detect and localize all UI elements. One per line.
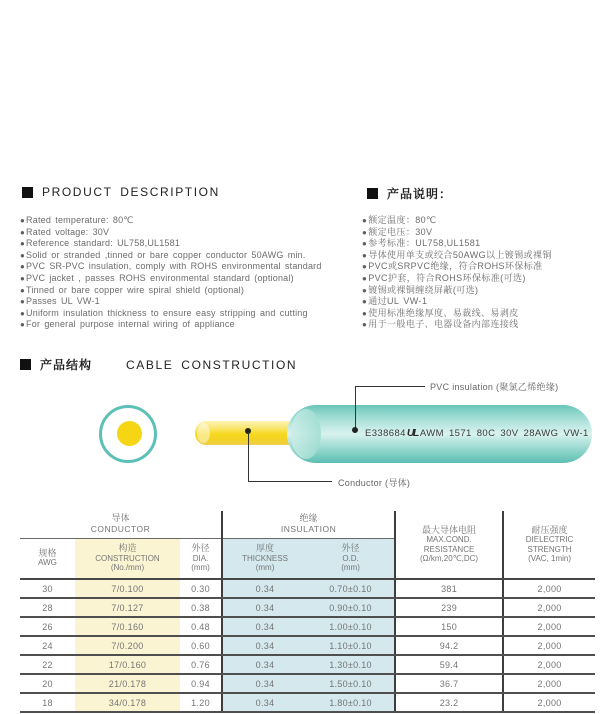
awg-cell: 18 (20, 693, 75, 712)
awg-header-en: AWG (38, 558, 57, 568)
dielectric-header-en1: DIELECTRIC (525, 535, 574, 544)
table-row (20, 579, 595, 598)
construction-cell: 21/0.178 (75, 674, 180, 693)
awg-cell: 20 (20, 674, 75, 693)
notes-item: ● 用于一般电子、电器设备内部连接线 (362, 319, 600, 331)
notes-item: ● 额定温度：80℃ (362, 215, 600, 227)
thickness-cell: 0.34 (222, 674, 307, 693)
description-item: ● Rated voltage: 30V (20, 227, 368, 239)
resistance-cell: 239 (395, 598, 503, 617)
od-cell: 1.10±0.10 (307, 636, 395, 655)
ul-file-number: E338684 (365, 428, 406, 439)
thickness-header-en: THICKNESS (242, 553, 288, 563)
ul-logo-icon: UL (406, 427, 418, 439)
awg-column-header (20, 538, 75, 579)
conductor-leader-hline (248, 481, 332, 482)
construction-column-header (75, 538, 180, 579)
awg-cell: 22 (20, 655, 75, 674)
black-square-icon (22, 187, 33, 198)
resistance-header-en2: RESISTANCE (423, 544, 475, 554)
od-cell: 1.00±0.10 (307, 617, 395, 636)
cable-print-text (365, 427, 589, 439)
table-row (20, 693, 595, 712)
construction-cell: 7/0.160 (75, 617, 180, 636)
dia-header-en: DIA. (192, 553, 209, 563)
construction-title-en: CABLE CONSTRUCTION (126, 357, 298, 372)
conductor-group-en: CONDUCTOR (90, 524, 151, 535)
dielectric-cell: 2,000 (503, 636, 595, 655)
resistance-cell: 36.7 (395, 674, 503, 693)
construction-cell: 7/0.200 (75, 636, 180, 655)
product-notes-title: 产品说明： (387, 187, 453, 201)
awg-cell: 30 (20, 579, 75, 598)
dia-cell: 1.20 (180, 693, 222, 712)
notes-item: ● 通过UL VW-1 (362, 296, 600, 308)
table-row (20, 674, 595, 693)
od-header-en: O.D. (342, 553, 359, 563)
description-item: ● Uniform insulation thickness to ensure easy stripping and cutting (20, 308, 368, 320)
awg-cell: 26 (20, 617, 75, 636)
description-item: ● Solid or stranded ,tinned or bare copper conductor 50AWG min. (20, 250, 368, 262)
dielectric-header-unit: (VAC, 1min) (528, 554, 572, 563)
cable-rating-text: AWM 1571 80C 30V 28AWG VW-1 (419, 428, 589, 439)
description-item: ● PVC SR-PVC insulation, comply with ROHS environmental standard (20, 261, 368, 273)
notes-item: ● 额定电压：30V (362, 227, 600, 239)
insulation-end-cap (291, 409, 321, 459)
dia-column-header (180, 538, 222, 579)
dielectric-cell: 2,000 (503, 655, 595, 674)
dia-cell: 0.48 (180, 617, 222, 636)
insulation-leader-hline (355, 386, 425, 387)
insulation-group-zh: 绝缘 (299, 513, 318, 524)
description-item: ● Passes UL VW-1 (20, 296, 368, 308)
dielectric-cell: 2,000 (503, 674, 595, 693)
pvc-insulation-label: PVC insulation (聚氯乙烯绝缘) (430, 382, 559, 392)
construction-cell: 7/0.127 (75, 598, 180, 617)
od-cell: 1.80±0.10 (307, 693, 395, 712)
notes-item: ● 镀锡或裸铜缠绕屏蔽(可选) (362, 285, 600, 297)
awg-header-zh: 规格 (38, 547, 57, 558)
notes-item: ● PVC或SRPVC绝缘，符合ROHS环保标准 (362, 261, 600, 273)
description-item: ● Rated temperature: 80℃ (20, 215, 368, 227)
construction-cell: 7/0.100 (75, 579, 180, 598)
thickness-column-header (222, 538, 307, 579)
product-notes-list (362, 215, 600, 331)
od-cell: 0.90±0.10 (307, 598, 395, 617)
dia-cell: 0.60 (180, 636, 222, 655)
resistance-cell: 94.2 (395, 636, 503, 655)
construction-header-en: CONSTRUCTION (95, 553, 160, 563)
construction-cell: 17/0.160 (75, 655, 180, 674)
dia-header-zh: 外径 (191, 543, 210, 553)
description-item: ● Tinned or bare copper wire spiral shield (optional) (20, 285, 368, 297)
conductor-group-zh: 导体 (111, 513, 130, 524)
dia-header-unit: (mm) (191, 563, 210, 572)
conductor-label: Conductor (导体) (338, 478, 411, 488)
thickness-cell: 0.34 (222, 579, 307, 598)
resistance-column-header (395, 511, 503, 579)
resistance-header-zh: 最大导体电阻 (422, 524, 477, 535)
resistance-cell: 59.4 (395, 655, 503, 674)
product-description-list (20, 215, 368, 331)
awg-cell: 28 (20, 598, 75, 617)
construction-title-zh: 产品结构 (40, 358, 93, 372)
cable-construction-heading (20, 356, 297, 373)
construction-header-zh: 构造 (118, 543, 137, 553)
cross-section-conductor-core (117, 421, 142, 446)
resistance-cell: 150 (395, 617, 503, 636)
black-square-icon (367, 188, 378, 199)
dia-cell: 0.38 (180, 598, 222, 617)
dia-cell: 0.94 (180, 674, 222, 693)
specification-table (20, 511, 595, 713)
conductor-group-header (20, 511, 222, 538)
dielectric-cell: 2,000 (503, 579, 595, 598)
product-description-heading (22, 185, 220, 199)
dielectric-cell: 2,000 (503, 693, 595, 712)
black-square-icon (20, 359, 31, 370)
od-header-zh: 外径 (341, 543, 360, 553)
dia-cell: 0.30 (180, 579, 222, 598)
resistance-cell: 381 (395, 579, 503, 598)
dielectric-header-zh: 耐压强度 (531, 524, 568, 535)
dielectric-header-en2: STRENGTH (527, 544, 572, 554)
construction-cell: 34/0.178 (75, 693, 180, 712)
dielectric-cell: 2,000 (503, 617, 595, 636)
dielectric-column-header (503, 511, 595, 579)
thickness-header-unit: (mm) (255, 563, 275, 572)
od-cell: 0.70±0.10 (307, 579, 395, 598)
table-row (20, 598, 595, 617)
awg-cell: 24 (20, 636, 75, 655)
dia-cell: 0.76 (180, 655, 222, 674)
od-column-header (307, 538, 395, 579)
resistance-header-unit: (Ω/km,20℃,DC) (420, 554, 479, 563)
thickness-cell: 0.34 (222, 598, 307, 617)
notes-item: ● PVC护套，符合ROHS环保标准(可选) (362, 273, 600, 285)
thickness-cell: 0.34 (222, 693, 307, 712)
od-cell: 1.30±0.10 (307, 655, 395, 674)
notes-item: ● 导体使用单支或绞合50AWG以上镀锡或裸铜 (362, 250, 600, 262)
insulation-group-header (222, 511, 395, 538)
product-notes-heading (367, 185, 452, 202)
resistance-cell: 23.2 (395, 693, 503, 712)
product-description-title: PRODUCT DESCRIPTION (42, 185, 220, 199)
insulation-leader-dot (352, 427, 358, 433)
od-cell: 1.50±0.10 (307, 674, 395, 693)
description-item: ● For general purpose internal wiring of appliance (20, 319, 368, 331)
spec-table-body (20, 579, 595, 712)
insulation-leader-vline (355, 386, 356, 429)
notes-item: ● 使用标准绝缘厚度、易裁线、易剥皮 (362, 308, 600, 320)
thickness-cell: 0.34 (222, 617, 307, 636)
od-header-unit: (mm) (341, 563, 360, 572)
thickness-cell: 0.34 (222, 636, 307, 655)
insulation-group-en: INSULATION (280, 524, 337, 535)
resistance-header-en1: MAX.COND. (426, 535, 472, 544)
thickness-header-zh: 厚度 (256, 543, 275, 553)
description-item: ● Reference standard: UL758,UL1581 (20, 238, 368, 250)
table-row (20, 617, 595, 636)
construction-header-unit: (No./mm) (110, 563, 145, 572)
description-item: ● PVC jacket , passes ROHS environmental standard (optional) (20, 273, 368, 285)
dielectric-cell: 2,000 (503, 598, 595, 617)
table-row (20, 636, 595, 655)
notes-item: ● 参考标准：UL758,UL1581 (362, 238, 600, 250)
conductor-leader-vline (248, 432, 249, 482)
thickness-cell: 0.34 (222, 655, 307, 674)
table-row (20, 655, 595, 674)
